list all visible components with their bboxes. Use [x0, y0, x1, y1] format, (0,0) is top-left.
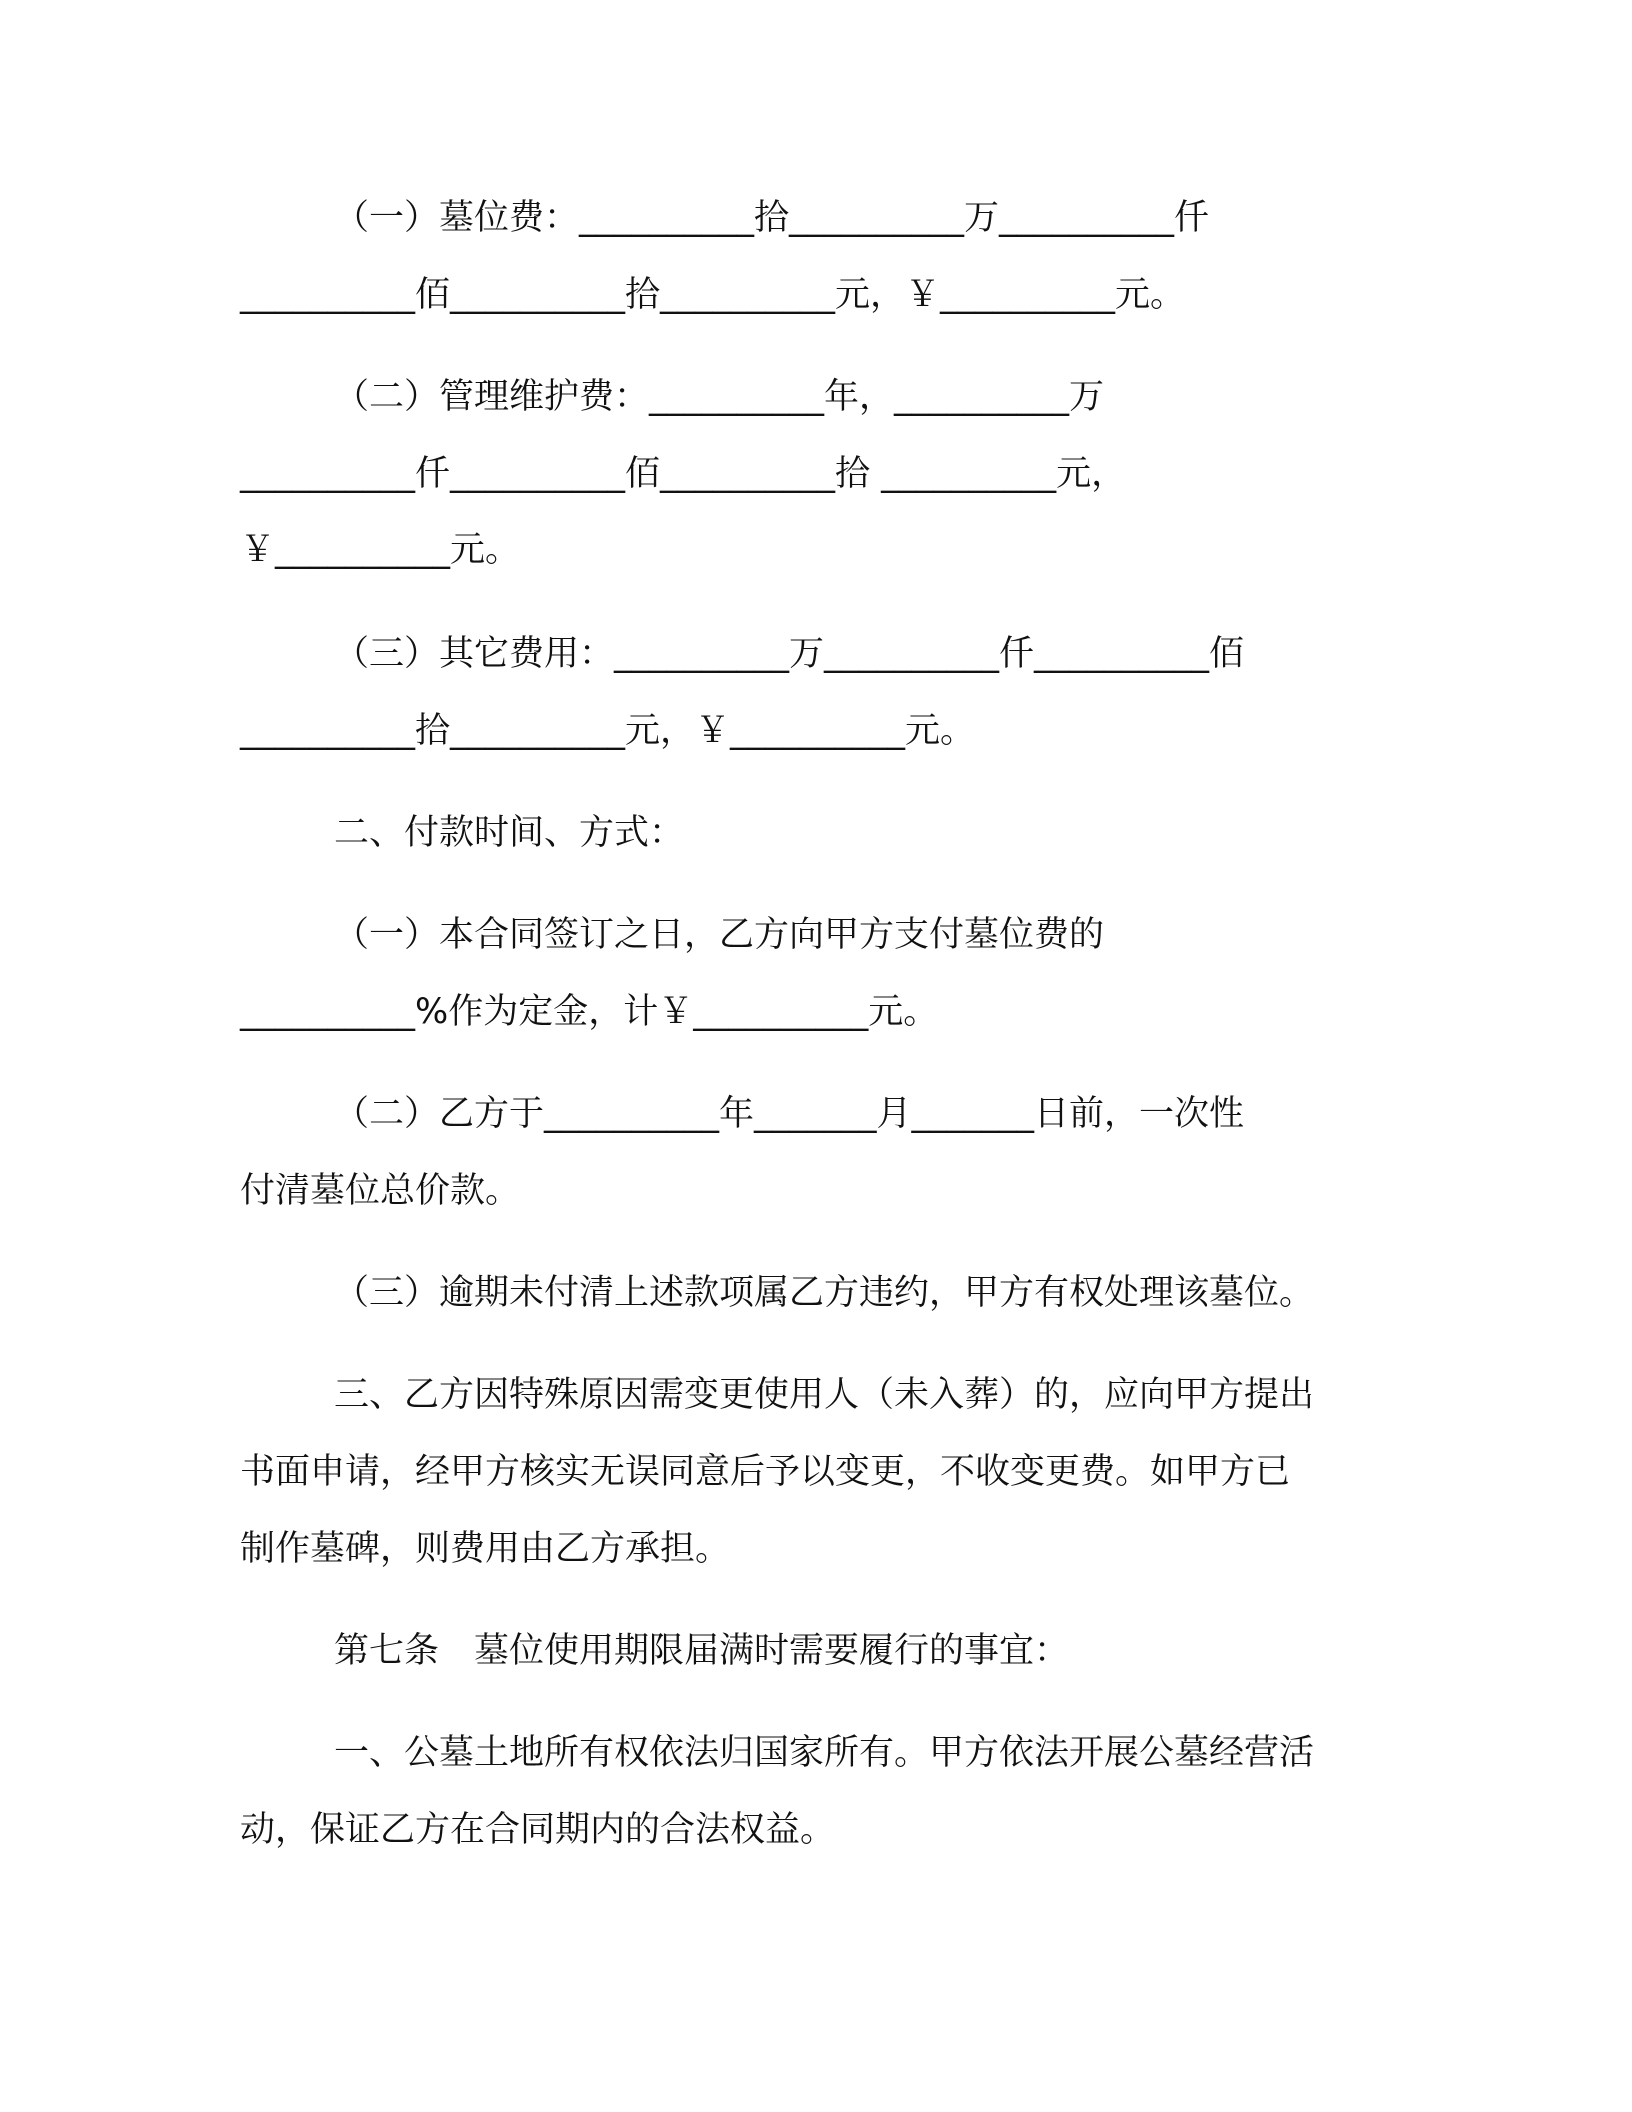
clause-three-line-3: 制作墓碑，则费用由乙方承担。 [240, 1529, 731, 1569]
payment-item-1-line-2: __________%作为定金，计￥__________元。 [240, 992, 939, 1032]
article-seven-item-1-line-2: 动，保证乙方在合同期内的合法权益。 [240, 1810, 836, 1850]
fee-grave-line-2: __________佰__________拾__________元，￥__________元。 [240, 275, 1186, 315]
payment-item-3: （三）逾期未付清上述款项属乙方违约，甲方有权处理该墓位。 [334, 1273, 1315, 1313]
payment-item-2-line-2: 付清墓位总价款。 [240, 1171, 521, 1211]
fee-grave-line-1: （一）墓位费：__________拾__________万__________仟 [334, 198, 1210, 238]
fee-maintenance-line-2: __________仟__________佰__________拾 __________元， [240, 454, 1127, 494]
clause-three-line-1: 三、乙方因特殊原因需变更使用人（未入葬）的，应向甲方提出 [334, 1375, 1315, 1415]
payment-item-2-line-1: （二）乙方于__________年_______月_______日前，一次性 [334, 1094, 1245, 1134]
payment-item-1-line-1: （一）本合同签订之日，乙方向甲方支付墓位费的 [334, 915, 1105, 955]
fee-maintenance-line-3: ￥__________元。 [240, 530, 521, 570]
fee-maintenance-line-1: （二）管理维护费：__________年，__________万 [334, 377, 1105, 417]
clause-three-line-2: 书面申请，经甲方核实无误同意后予以变更，不收变更费。如甲方已 [240, 1452, 1291, 1492]
article-seven-item-1-line-1: 一、公墓土地所有权依法归国家所有。甲方依法开展公墓经营活 [334, 1733, 1315, 1773]
fee-other-line-2: __________拾__________元，￥__________元。 [240, 711, 976, 751]
article-seven-heading: 第七条 墓位使用期限届满时需要履行的事宜： [334, 1631, 1070, 1671]
payment-heading: 二、付款时间、方式： [334, 813, 685, 853]
fee-other-line-1: （三）其它费用：__________万__________仟__________佰 [334, 634, 1245, 674]
